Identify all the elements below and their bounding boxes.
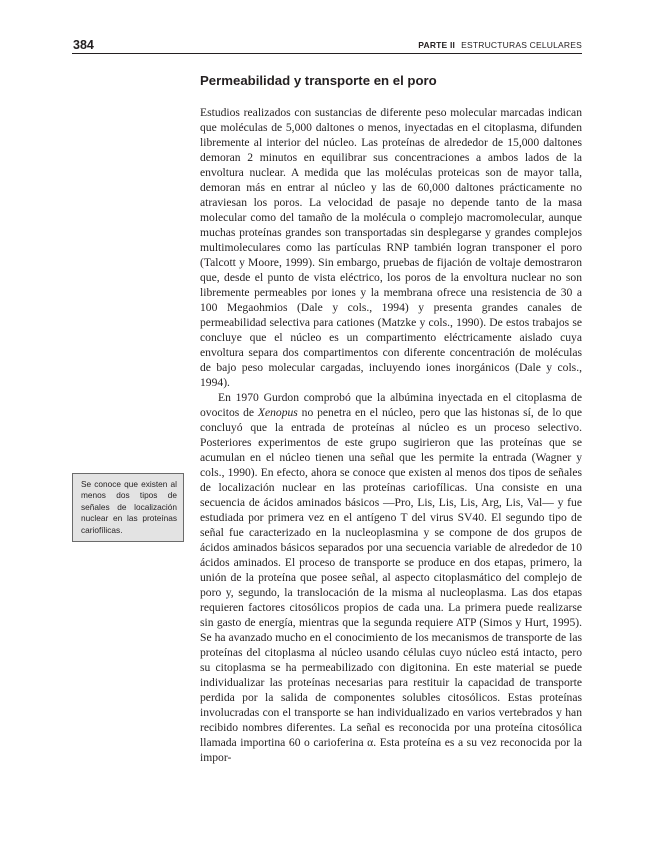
- part-label: PARTE II: [418, 40, 456, 50]
- paragraph-2-start: En 1970 Gurdon comprobó que la albúmina inyectada en el citoplasma de ovocitos de: [200, 391, 582, 419]
- header-rule: [72, 53, 582, 54]
- species-name: Xenopus: [257, 406, 298, 419]
- margin-note: Se conoce que existen al menos dos tipos de señales de localización nuclear en las proteínas cariofílicas.: [72, 473, 184, 542]
- paragraph-2: [200, 390, 582, 765]
- body-text: [200, 105, 582, 765]
- paragraph-1: Estudios realizados con sustancias de diferente peso molecular marcadas indican que moléculas de 5,000 daltones o menos, inyectadas en el citoplasma, difunden libremente al interior del núcleo. Las proteínas de alrededor de 15,000 daltones demoran 2 minutos en equilibrar sus concentraciones a ambos lados de la envoltura nuclear. A medida que las moléculas proteicas son de mayor talla, demoran más en entrar al núcleo y las de 60,000 daltones prácticamente no atraviesan los poros. La velocidad de pasaje no depende tanto de la masa molecular como del tamaño de la molécula o complejo macromolecular, aunque muchas proteínas grandes son transportadas sin desplegarse y grandes complejos multimoleculares como las partículas RNP también logran transponer el poro (Talcott y Moore, 1999). Sin embargo, pruebas de fijación de voltaje demostraron que, desde el punto de vista eléctrico, los poros de la envoltura nuclear no son libremente permeables por iones y la membrana ofrece una resistencia de 30 a 100 Megaohmios (Dale y cols., 1994) y presenta grandes canales de permeabilidad selectiva para cationes (Matzke y cols., 1990). De estos trabajos se concluye que el núcleo es un compartimento eléctricamente aislado cuya envoltura separa dos compartimentos con diferente concentración de moléculas de bajo peso molecular cargadas, incluyendo iones inorgánicos (Dale y cols., 1994).: [200, 106, 582, 389]
- section-title: Permeabilidad y transporte en el poro: [200, 73, 437, 88]
- part-title: ESTRUCTURAS CELULARES: [461, 40, 582, 50]
- paragraph-2-rest: no penetra en el núcleo, pero que las histonas sí, de lo que concluyó que la entrada de proteínas al núcleo es un proceso selectivo. Posteriores experimentos de este grupo sugirieron que las proteínas que se acumulan en el núcleo tienen una señal que les permite la entrada (Wagner y cols., 1990). En efecto, ahora se conoce que existen al menos dos tipos de señales de localización nuclear en las proteínas cariofílicas. Una consiste en una secuencia de ácidos aminados básicos —Pro, Lis, Lis, Lis, Arg, Lis, Val— y fue estudiada por primera vez en el antígeno T del virus SV40. El segundo tipo de señal fue caracterizado en la nucleoplasmina y se compone de dos grupos de ácidos aminados básicos separados por una secuencia variable de alrededor de 10 ácidos aminados. El proceso de transporte se produce en dos etapas, primero, la unión de la proteína que posee señal, al aspecto citoplasmático del complejo de poro y, segundo, la translocación de la misma al nucleoplasma. Las dos etapas requieren factores citosólicos propios de cada una. La primera puede realizarse sin gasto de energía, mientras que la segunda requiere ATP (Simos y Hurt, 1995). Se ha avanzado mucho en el conocimiento de los mecanismos de transporte de las proteínas del citoplasma al núcleo usando células cuyo núcleo está intacto, pero su citoplasma se ha permeabilizado con digitonina. En este material se puede individualizar las proteínas necesarias para restituir la capacidad de transporte perdida por la salida de componentes solubles citosólicos. Estas proteínas involucradas con el transporte se han individualizado en varios vertebrados y han recibido nombres diferentes. La señal es reconocida por una proteína citosólica llamada importina 60 o carioferina α. Esta proteína es a su vez reconocida por la impor-: [200, 406, 582, 764]
- page-number: 384: [73, 38, 94, 52]
- running-head: [418, 40, 582, 51]
